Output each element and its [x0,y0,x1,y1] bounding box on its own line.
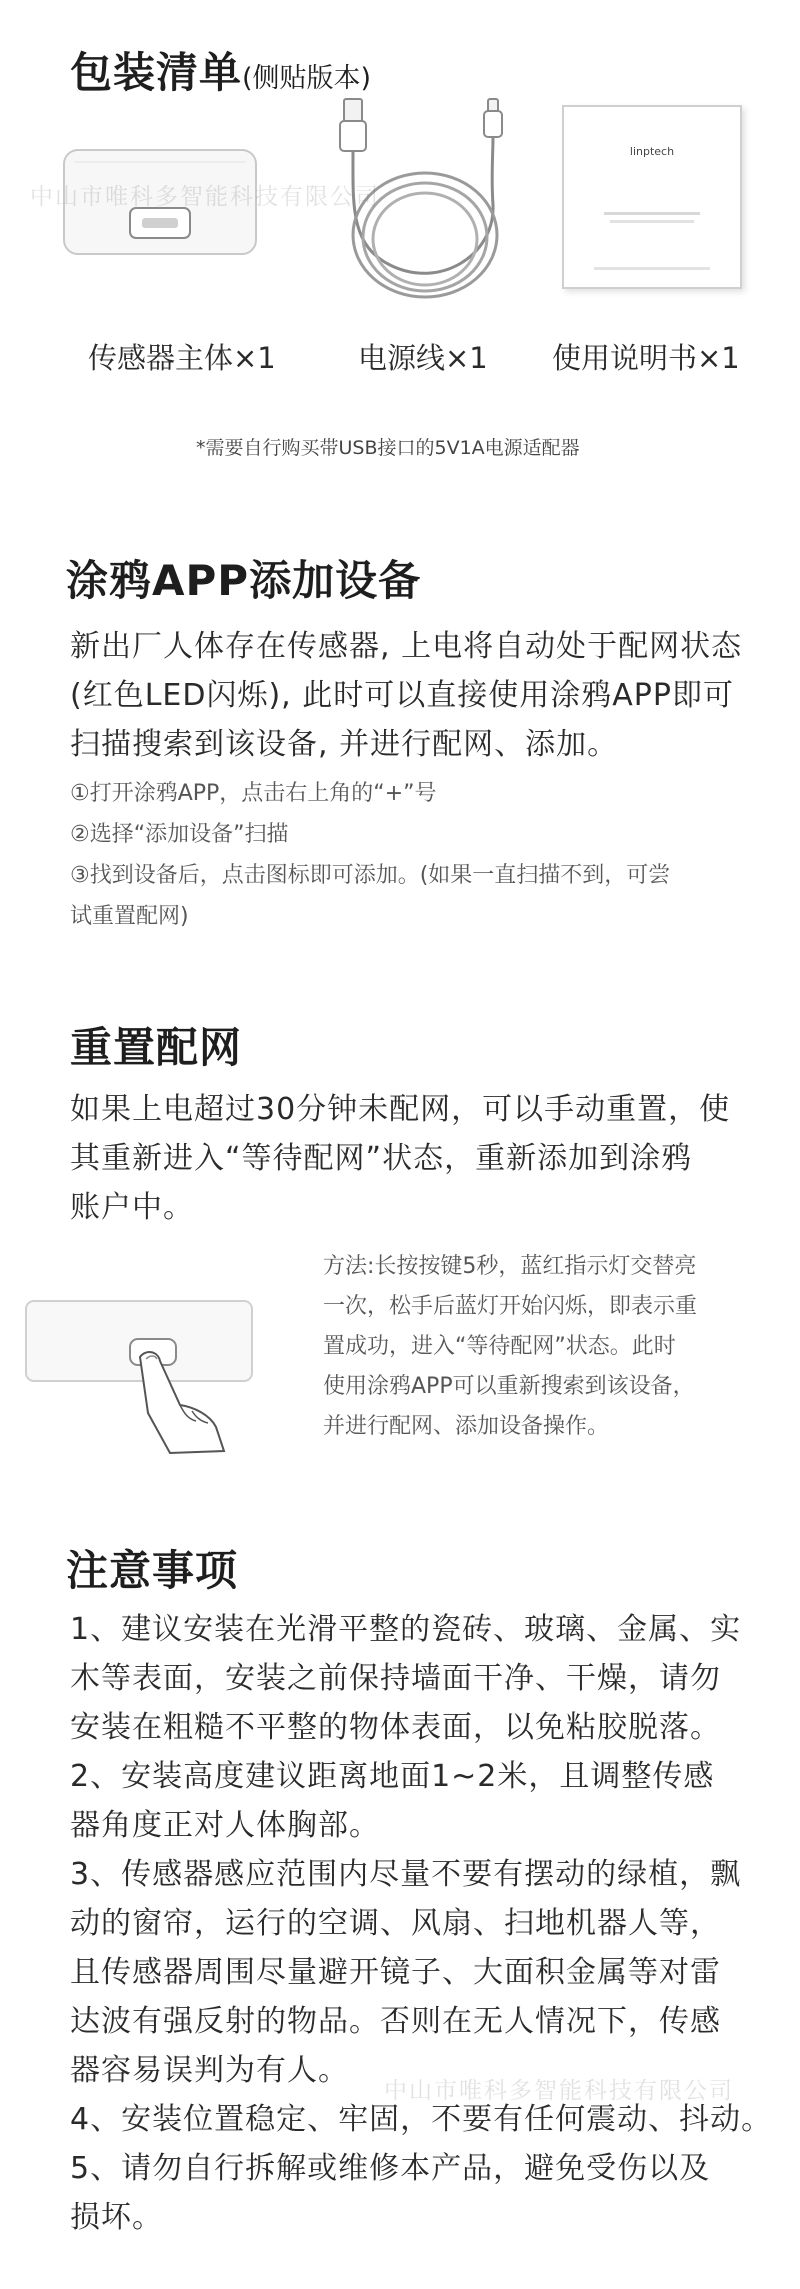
notes-line: 达波有强反射的物品。否则在无人情况下，传感 [70,2004,721,2039]
reset-description [70,1085,770,1232]
manual-text-line [594,267,710,270]
notes-line: 器角度正对人体胸部。 [70,1808,380,1843]
notes-line: 器容易误判为有人。 [70,2053,349,2088]
notes-list [70,1605,790,2242]
manual-text-line [604,212,700,215]
tuya-steps [70,773,770,937]
method-line: 使用涂鸦APP可以重新搜索到该设备， [323,1374,695,1399]
notes-line: 1、建议安装在光滑平整的瓷砖、玻璃、金属、实 [70,1612,742,1647]
notes-line: 木等表面，安装之前保持墙面干净、干燥，请勿 [70,1661,721,1696]
tuya-description [70,622,770,769]
tuya-step: ①打开涂鸦APP，点击右上角的“+”号 [70,781,437,806]
method-line: 方法:长按按键5秒，蓝红指示灯交替亮 [323,1254,697,1279]
notes-line: 2、安装高度建议距离地面1~2米，且调整传感 [70,1759,715,1794]
method-line: 一次，松手后蓝灯开始闪烁，即表示重 [323,1294,698,1319]
manual-brand: linptech [629,145,675,158]
packing-title-text: 包装清单 [70,48,243,97]
adapter-note: *需要自行购买带USB接口的5V1A电源适配器 [196,437,580,459]
watermark-top: 中山市唯科多智能科技有限公司 [30,184,380,210]
tuya-line: 新出厂人体存在传感器, 上电将自动处于配网状态 [70,629,743,664]
item-manual-label: 使用说明书×1 [552,341,740,375]
tuya-line: 扫描搜索到该设备, 并进行配网、添加。 [70,727,619,762]
notes-line: 3、传感器感应范围内尽量不要有摆动的绿植，飘 [70,1857,742,1892]
reset-method [323,1247,783,1447]
packing-subtitle: (侧贴版本) [242,63,372,94]
manual-text-line [610,220,694,223]
method-line: 置成功，进入“等待配网”状态。此时 [323,1334,676,1359]
tuya-title: 涂鸦APP添加设备 [66,556,422,605]
notes-line: 损坏。 [70,2200,163,2235]
notes-title: 注意事项 [66,1546,239,1595]
reset-illustration [20,1295,270,1455]
manual-image [562,105,742,289]
notes-line: 4、安装位置稳定、牢固，不要有任何震动、抖动。 [70,2102,773,2137]
watermark-bottom: 中山市唯科多智能科技有限公司 [384,2078,734,2104]
item-cable-label: 电源线×1 [358,341,488,375]
notes-line: 5、请勿自行拆解或维修本产品，避免受伤以及 [70,2151,711,2186]
tuya-line: (红色LED闪烁), 此时可以直接使用涂鸦APP即可 [70,678,734,713]
tuya-step: ③找到设备后，点击图标即可添加。(如果一直扫描不到，可尝 [70,863,671,888]
tuya-step: 试重置配网) [70,904,189,929]
item-sensor-label: 传感器主体×1 [88,341,276,375]
reset-line: 账户中。 [70,1190,194,1225]
notes-line: 安装在粗糙不平整的物体表面，以免粘胶脱落。 [70,1710,721,1745]
reset-title: 重置配网 [70,1023,243,1072]
packing-title [70,40,371,100]
reset-line: 其重新进入“等待配网”状态，重新添加到涂鸦 [70,1141,693,1176]
tuya-step: ②选择“添加设备”扫描 [70,822,289,847]
method-line: 并进行配网、添加设备操作。 [323,1414,610,1439]
reset-line: 如果上电超过30分钟未配网，可以手动重置，使 [70,1092,731,1127]
notes-line: 动的窗帘，运行的空调、风扇、扫地机器人等， [70,1906,721,1941]
notes-line: 且传感器周围尽量避开镜子、大面积金属等对雷 [70,1955,721,1990]
